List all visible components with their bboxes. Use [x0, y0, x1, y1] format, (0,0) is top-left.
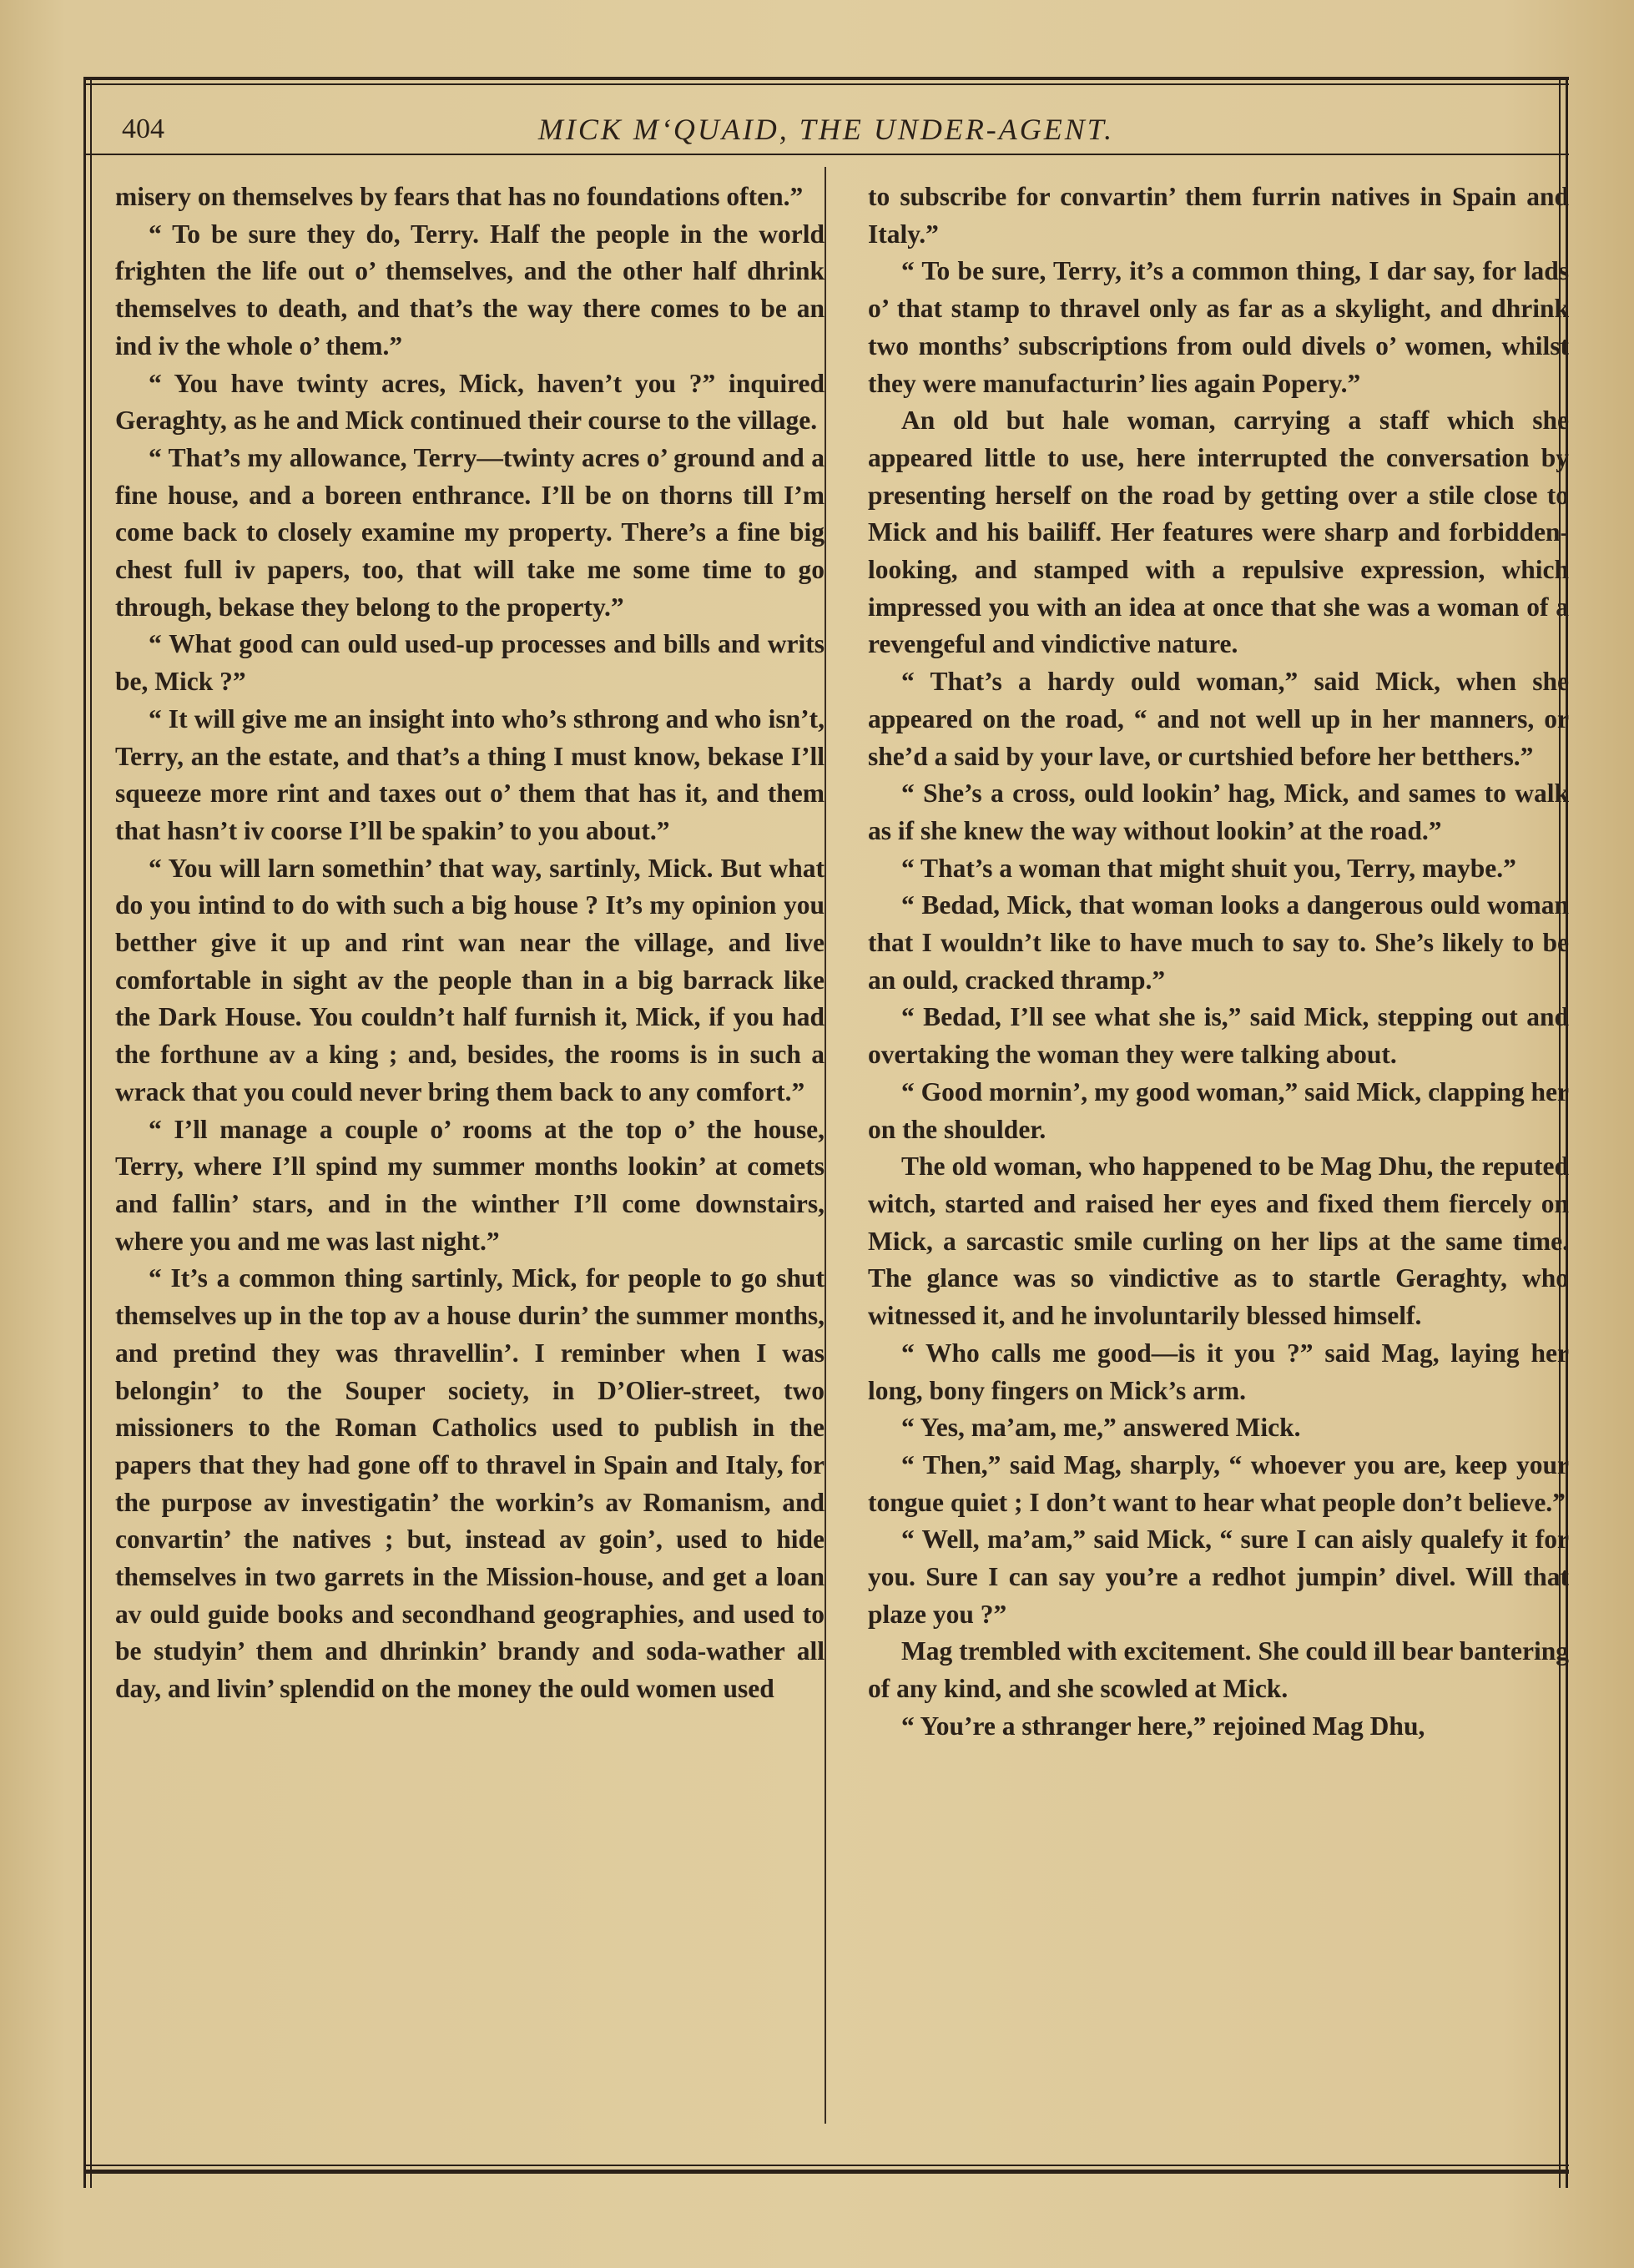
paragraph: “ I’ll manage a couple o’ rooms at the top o’ the house, Terry, where I’ll spind my summer months lookin’ at comets and fallin’ stars, and in the winther I’ll come downstairs, where you and me was last night.”	[115, 1114, 825, 1256]
paragraph: “ Bedad, I’ll see what she is,” said Mick, stepping out and overtaking the woman they were talking about.	[868, 1002, 1569, 1070]
paragraph: “ It’s a common thing sartinly, Mick, for people to go shut themselves up in the top av a house durin’ the summer months, and pretind they was thravellin’. I reminber when I was belongin’ to the Souper society, in D’Olier-street, two missioners to the Roman Catholics used to publish in the papers that they had gone off to thravel in Spain and Italy, for the purpose av investigatin’ the workin’s av Romanism, and convartin’ the natives ; but, instead av goin’, used to hide themselves in two garrets in the Mission-house, and get a loan av ould guide books and secondhand geographies, and used to be studyin’ them and dhrinkin’ brandy and soda-wather all day, and livin’ splendid on the money the ould women used	[115, 1263, 825, 1704]
paragraph: “ To be sure they do, Terry. Half the people in the world frighten the life out o’ themselves, and the other half dhrink themselves to death, and that’s the way there comes to be an ind iv the whole o’ them.”	[115, 219, 825, 360]
left-column	[115, 179, 825, 1708]
paragraph: “ That’s a hardy ould woman,” said Mick, when she appeared on the road, “ and not well up in her manners, or she’d a said by your lave, or curtshied before her betthers.”	[868, 667, 1569, 771]
paragraph: The old woman, who happened to be Mag Dhu, the reputed witch, started and raised her eyes and fixed them fiercely on Mick, a sarcastic smile curling on her lips at the same time. The glance was so vindictive as to startle Geraghty, who witnessed it, and he involuntarily blessed himself.	[868, 1152, 1569, 1331]
paragraph: “ It will give me an insight into who’s sthrong and who isn’t, Terry, an the estate, and that’s a thing I must know, bekase I’ll squeeze more rint and taxes out o’ them that has it, and them that hasn’t iv coorse I’ll be spakin’ to you about.”	[115, 703, 825, 845]
paragraph: “ Good mornin’, my good woman,” said Mick, clapping her on the shoulder.	[868, 1076, 1569, 1144]
paragraph: “ Then,” said Mag, sharply, “ whoever you are, keep your tongue quiet ; I don’t want to hear what people don’t believe.”	[868, 1449, 1569, 1517]
running-title: MICK M‘QUAID, THE UNDER-AGENT.	[537, 113, 1115, 146]
top-rule-thin	[83, 83, 1569, 85]
paragraph: “ That’s a woman that might shuit you, Terry, maybe.”	[901, 853, 1516, 883]
paragraph: “ Bedad, Mick, that woman looks a dangerous ould woman that I wouldn’t like to have much to say to. She’s likely to be an ould, cracked thramp.”	[868, 890, 1569, 995]
left-frame-rule	[83, 77, 86, 2188]
column-divider	[825, 167, 826, 2124]
paragraph: “ You have twinty acres, Mick, haven’t you ?” inquired Geraghty, as he and Mick continued their course to the village.	[115, 368, 825, 436]
right-column	[868, 179, 1569, 1746]
paragraph: “ You will larn somethin’ that way, sartinly, Mick. But what do you intind to do with such a big house ? It’s my opinion you betther give it up and rint wan near the village, and live comfortable in sight av the people than in a big barrack like the Dark House. You couldn’t half furnish it, Mick, if you had the forthune av a king ; and, besides, the rooms is in such a wrack that you could never bring them back to any comfort.”	[115, 853, 825, 1106]
paragraph: “ Well, ma’am,” said Mick, “ sure I can aisly qualefy it for you. Sure I can say you’re a redhot jumpin’ divel. Will that plaze you ?”	[868, 1525, 1569, 1629]
paragraph: Mag trembled with excitement. She could ill bear bantering of any kind, and she scowled at Mick.	[868, 1636, 1569, 1704]
paragraph: “ To be sure, Terry, it’s a common thing, I dar say, for lads o’ that stamp to thravel only as far as a skylight, and dhrink two months’ subscriptions from ould divels o’ women, whilst they were manufacturin’ lies again Popery.”	[868, 256, 1569, 398]
bottom-rule-thick	[83, 2170, 1569, 2174]
page-header	[83, 98, 1569, 157]
paragraph: “ You’re a sthranger here,” rejoined Mag Dhu,	[901, 1711, 1425, 1741]
bottom-rule	[83, 2165, 1569, 2166]
paragraph: to subscribe for convartin’ them furrin natives in Spain and Italy.”	[868, 182, 1569, 249]
paragraph: misery on themselves by fears that has no foundations often.”	[115, 182, 804, 211]
paragraph: “ Yes, ma’am, me,” answered Mick.	[901, 1413, 1301, 1443]
top-rule	[83, 77, 1569, 80]
paragraph: “ Who calls me good—is it you ?” said Mag, laying her long, bony fingers on Mick’s arm.	[868, 1338, 1569, 1405]
paragraph: “ She’s a cross, ould lookin’ hag, Mick, and sames to walk as if she knew the way without lookin’ at the road.”	[868, 779, 1569, 845]
paragraph: “ What good can ould used-up processes and bills and writs be, Mick ?”	[115, 629, 825, 697]
paragraph: An old but hale woman, carrying a staff which she appeared little to use, here interrupted the conversation by presenting herself on the road by getting over a stile close to Mick and his bailiff. Her features were sharp and forbidden-looking, and stamped with a repulsive expression, which impressed you with an idea at once that she was a woman of a revengeful and vindictive nature.	[868, 406, 1569, 659]
left-frame-rule-thin	[90, 77, 92, 2188]
page-number: 404	[122, 113, 164, 144]
paragraph: “ That’s my allowance, Terry—twinty acres o’ ground and a fine house, and a boreen enthrance. I’ll be on thorns till I’m come back to closely examine my property. There’s a fine big chest full iv papers, too, that will take me some time to go through, bekase they belong to the property.”	[115, 442, 825, 622]
